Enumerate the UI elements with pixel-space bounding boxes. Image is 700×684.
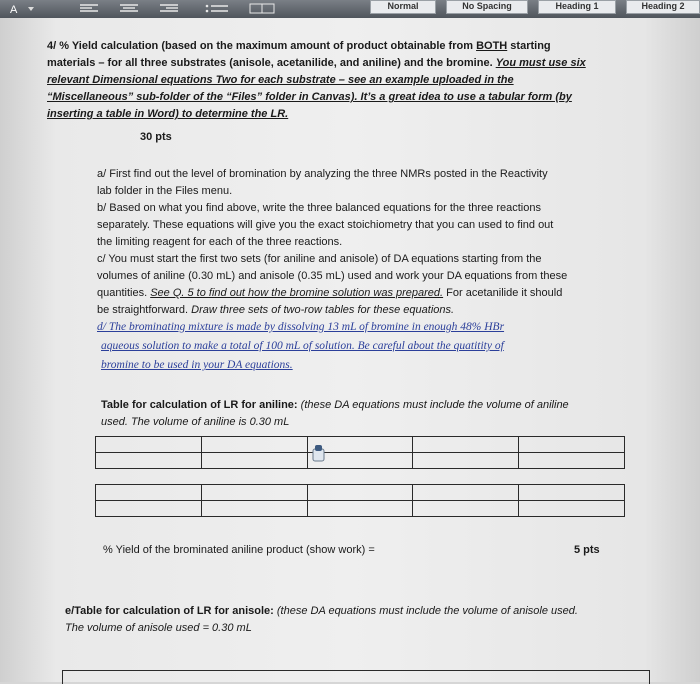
style-normal[interactable]: Normal [370,0,436,14]
part-c-line2: volumes of aniline (0.30 mL) and anisole (0.35 mL) used and work your DA equations from these [97,270,568,282]
style-heading-1[interactable]: Heading 1 [538,0,616,14]
part-c-line1: c/ You must start the first two sets (for aniline and anisole) of DA equations starting from the [97,253,542,265]
anisole-heading: e/Table for calculation of LR for anisole: (these DA equations must include the volume of anisole used. [65,605,578,617]
part-b-line3: the limiting reagent for each of the three reactions. [97,236,343,248]
align-center-icon[interactable] [118,2,140,12]
aniline-yield-label: % Yield of the brominated aniline product (show work) = [103,544,375,556]
aniline-yield-points: 5 pts [574,544,600,556]
table-cell[interactable] [201,501,307,517]
align-right-icon[interactable] [158,2,180,12]
anisole-volume-note: The volume of anisole used = 0.30 mL [65,622,252,634]
table-cell[interactable] [413,453,519,469]
part-a-line2: lab folder in the Files menu. [97,185,233,197]
part-b-line2: separately. These equations will give you the exact stoichiometry that you can used to find out [97,219,554,231]
document-page [0,18,700,682]
q4-line3: relevant Dimensional equations Two for each substrate – see an example uploaded in the [47,74,514,86]
bullets-icon[interactable] [204,2,232,12]
q4-line2: materials – for all three substrates (anisole, acetanilide, and aniline) and the bromine. You must use six [47,57,586,69]
part-d-line1: d/ The brominating mixture is made by dissolving 13 mL of bromine in enough 48% HBr [97,321,505,333]
aniline-volume-note: used. The volume of aniline is 0.30 mL [101,416,290,428]
table-cell[interactable] [96,501,202,517]
table-cell[interactable] [96,437,202,453]
style-heading-2[interactable]: Heading 2 [626,0,700,14]
aniline-da-table-1 [95,436,625,469]
table-cell[interactable] [307,501,413,517]
style-no-spacing[interactable]: No Spacing [446,0,528,14]
part-a-line1: a/ First find out the level of bromination by analyzing the three NMRs posted in the Reactivity [97,168,548,180]
table-cell[interactable] [519,501,625,517]
part-d-line3: bromine to be used in your DA equations. [101,359,293,371]
table-cell[interactable] [307,485,413,501]
borders-icon[interactable] [248,2,282,12]
word-ribbon [0,0,700,18]
table-cell[interactable] [201,485,307,501]
table-move-handle-icon[interactable] [312,444,326,462]
part-c-line3: quantities. See Q. 5 to find out how the bromine solution was prepared. For acetanilide it should [97,287,563,299]
q4-line5: inserting a table in Word) to determine the LR. [47,108,289,120]
table-cell[interactable] [96,485,202,501]
aniline-heading: Table for calculation of LR for aniline: (these DA equations must include the volume of aniline [101,399,569,411]
font-color-icon[interactable] [6,2,38,15]
table-cell[interactable] [413,501,519,517]
part-d-line2: aqueous solution to make a total of 100 mL of solution. Be careful about the quatitity of [101,340,504,352]
part-c-line4: be straightforward. Draw three sets of two-row tables for these equations. [97,304,455,316]
table-cell[interactable] [413,485,519,501]
table-cell[interactable] [413,437,519,453]
table-cell[interactable] [201,437,307,453]
table-cell[interactable] [519,437,625,453]
align-left-icon[interactable] [78,2,100,12]
table-cell[interactable] [96,453,202,469]
table-cell[interactable] [201,453,307,469]
q4-points: 30 pts [140,131,172,143]
aniline-da-table-2 [95,484,625,517]
q4-line4: “Miscellaneous” sub-folder of the “Files” folder in Canvas). It’s a great idea to use a tabular form (by [47,91,572,103]
table-cell[interactable] [519,453,625,469]
svg-text:A: A [10,4,18,15]
q4-title: 4/ % Yield calculation (based on the maximum amount of product obtainable from BOTH starting [47,40,551,52]
table-cell[interactable] [519,485,625,501]
part-b-line1: b/ Based on what you find above, write the three balanced equations for the three reactions [97,202,541,214]
